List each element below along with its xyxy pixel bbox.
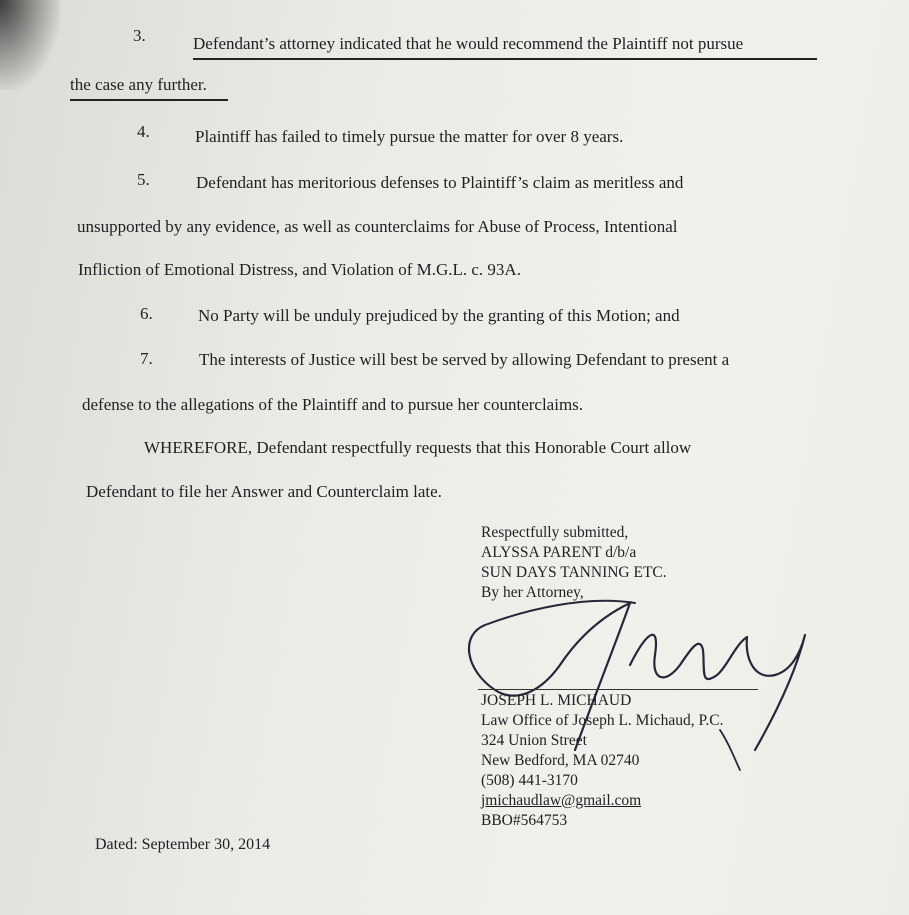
paragraph-3-number: 3. bbox=[133, 26, 146, 45]
city-state-zip: New Bedford, MA 02740 bbox=[481, 752, 640, 769]
respectfully-submitted: Respectfully submitted, bbox=[481, 524, 629, 541]
wherefore-line-1: WHEREFORE, Defendant respectfully requests that this Honorable Court allow bbox=[144, 438, 692, 457]
by-attorney: By her Attorney, bbox=[481, 584, 584, 601]
business-name: SUN DAYS TANNING ETC. bbox=[481, 564, 667, 581]
client-name: ALYSSA PARENT d/b/a bbox=[481, 544, 637, 561]
paragraph-4-line-1: Plaintiff has failed to timely pursue the matter for over 8 years. bbox=[195, 127, 624, 146]
attorney-name: JOSEPH L. MICHAUD bbox=[481, 692, 632, 709]
paragraph-7-number: 7. bbox=[140, 349, 153, 368]
paragraph-5-line-1: Defendant has meritorious defenses to Plaintiff’s claim as meritless and bbox=[196, 173, 684, 192]
phone-number: (508) 441-3170 bbox=[481, 772, 578, 789]
paragraph-7-line-1: The interests of Justice will best be served by allowing Defendant to present a bbox=[199, 350, 730, 369]
wherefore-line-2: Defendant to file her Answer and Counterclaim late. bbox=[86, 482, 442, 501]
paragraph-6-number: 6. bbox=[140, 304, 153, 323]
paragraph-5-number: 5. bbox=[137, 170, 150, 189]
page-shadow bbox=[0, 0, 60, 90]
bbo-number: BBO#564753 bbox=[481, 812, 568, 829]
paragraph-5-line-3: Infliction of Emotional Distress, and Violation of M.G.L. c. 93A. bbox=[78, 260, 521, 279]
signature-block bbox=[481, 523, 724, 831]
paragraph-4-number: 4. bbox=[137, 122, 150, 141]
paragraph-3-line-1: Defendant’s attorney indicated that he would recommend the Plaintiff not pursue bbox=[193, 34, 817, 60]
paragraph-7-line-2: defense to the allegations of the Plaintiff and to pursue her counterclaims. bbox=[82, 395, 584, 414]
dated-line: Dated: September 30, 2014 bbox=[95, 836, 271, 853]
paragraph-5-line-2: unsupported by any evidence, as well as counterclaims for Abuse of Process, Intentional bbox=[77, 217, 678, 236]
email-link[interactable]: jmichaudlaw@gmail.com bbox=[481, 792, 642, 809]
paragraph-3-line-2: the case any further. bbox=[70, 75, 228, 101]
paragraph-6-line-1: No Party will be unduly prejudiced by the granting of this Motion; and bbox=[198, 306, 680, 325]
street-address: 324 Union Street bbox=[481, 732, 587, 749]
law-office: Law Office of Joseph L. Michaud, P.C. bbox=[481, 712, 724, 729]
